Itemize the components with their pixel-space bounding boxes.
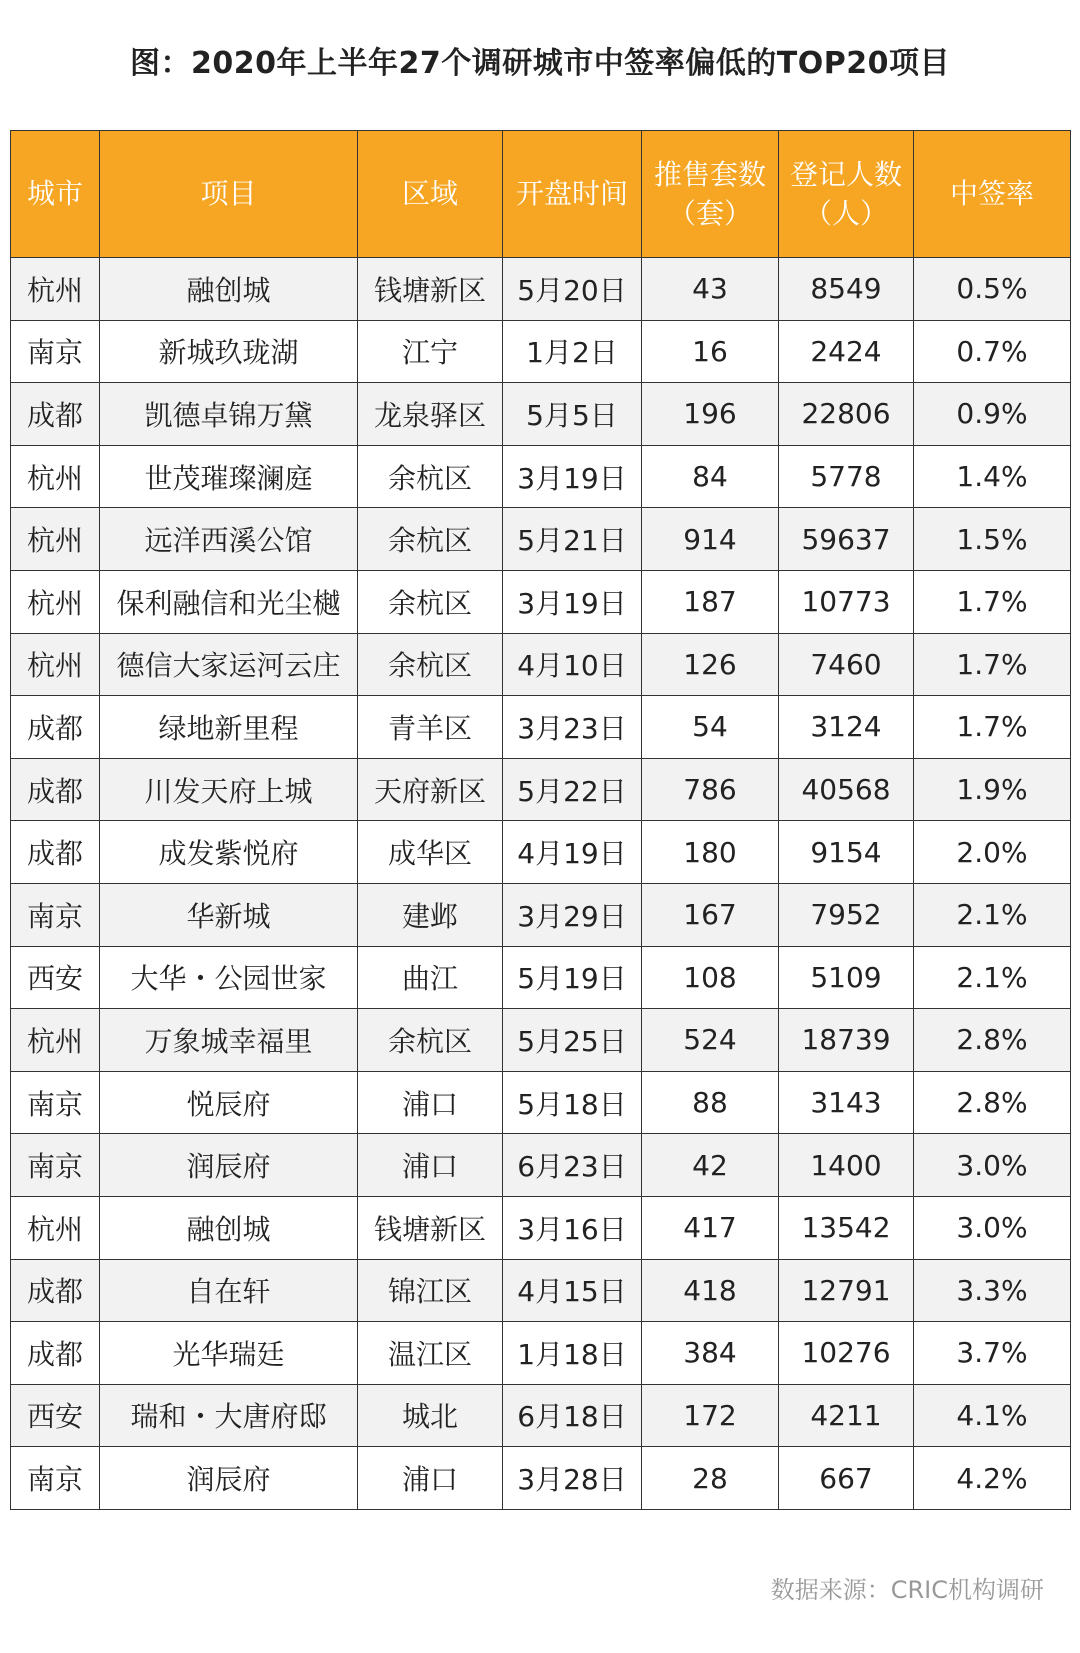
cell-district: 龙泉驿区 — [358, 383, 503, 446]
cell-win-rate: 1.7% — [914, 633, 1071, 696]
cell-project: 凯德卓锦万黛 — [100, 383, 358, 446]
cell-registrants: 13542 — [779, 1196, 914, 1259]
cell-project: 世茂璀璨澜庭 — [100, 445, 358, 508]
cell-registrants: 5109 — [779, 946, 914, 1009]
cell-registrants: 4211 — [779, 1384, 914, 1447]
cell-district: 浦口 — [358, 1447, 503, 1510]
table-row — [11, 1447, 1071, 1510]
cell-units-offered: 42 — [642, 1134, 779, 1197]
cell-project: 成发紫悦府 — [100, 821, 358, 884]
cell-win-rate: 3.7% — [914, 1322, 1071, 1385]
cell-city: 南京 — [11, 320, 100, 383]
cell-opening-date: 3月29日 — [503, 883, 642, 946]
cell-registrants: 2424 — [779, 320, 914, 383]
table-row — [11, 633, 1071, 696]
cell-win-rate: 0.9% — [914, 383, 1071, 446]
cell-project: 万象城幸福里 — [100, 1009, 358, 1072]
cell-units-offered: 384 — [642, 1322, 779, 1385]
table-row — [11, 1134, 1071, 1197]
table-row — [11, 570, 1071, 633]
table-row — [11, 445, 1071, 508]
cell-city: 成都 — [11, 1259, 100, 1322]
header-units-offered: 推售套数 （套） — [642, 131, 779, 258]
cell-registrants: 8549 — [779, 258, 914, 321]
cell-win-rate: 1.5% — [914, 508, 1071, 571]
cell-district: 余杭区 — [358, 445, 503, 508]
cell-city: 南京 — [11, 883, 100, 946]
cell-district: 成华区 — [358, 821, 503, 884]
cell-project: 自在轩 — [100, 1259, 358, 1322]
table-row — [11, 508, 1071, 571]
header-registrants: 登记人数 （人） — [779, 131, 914, 258]
cell-registrants: 22806 — [779, 383, 914, 446]
cell-district: 余杭区 — [358, 1009, 503, 1072]
cell-project: 华新城 — [100, 883, 358, 946]
cell-registrants: 667 — [779, 1447, 914, 1510]
cell-project: 瑞和・大唐府邸 — [100, 1384, 358, 1447]
cell-units-offered: 88 — [642, 1071, 779, 1134]
cell-units-offered: 524 — [642, 1009, 779, 1072]
cell-project: 川发天府上城 — [100, 758, 358, 821]
header-project: 项目 — [100, 131, 358, 258]
cell-city: 杭州 — [11, 1009, 100, 1072]
cell-project: 远洋西溪公馆 — [100, 508, 358, 571]
table-row — [11, 821, 1071, 884]
cell-win-rate: 3.0% — [914, 1196, 1071, 1259]
cell-city: 南京 — [11, 1134, 100, 1197]
table-row — [11, 383, 1071, 446]
cell-win-rate: 1.9% — [914, 758, 1071, 821]
cell-units-offered: 914 — [642, 508, 779, 571]
cell-registrants: 59637 — [779, 508, 914, 571]
cell-registrants: 7460 — [779, 633, 914, 696]
cell-units-offered: 54 — [642, 696, 779, 759]
cell-opening-date: 5月22日 — [503, 758, 642, 821]
table-row — [11, 1071, 1071, 1134]
cell-units-offered: 16 — [642, 320, 779, 383]
table-body — [11, 258, 1071, 1510]
header-district: 区域 — [358, 131, 503, 258]
cell-units-offered: 43 — [642, 258, 779, 321]
cell-win-rate: 1.7% — [914, 696, 1071, 759]
cell-registrants: 3124 — [779, 696, 914, 759]
cell-win-rate: 2.0% — [914, 821, 1071, 884]
cell-opening-date: 3月23日 — [503, 696, 642, 759]
table-row — [11, 258, 1071, 321]
cell-project: 融创城 — [100, 258, 358, 321]
cell-city: 西安 — [11, 946, 100, 1009]
table-row — [11, 946, 1071, 1009]
cell-registrants: 12791 — [779, 1259, 914, 1322]
cell-opening-date: 5月20日 — [503, 258, 642, 321]
cell-opening-date: 1月2日 — [503, 320, 642, 383]
cell-opening-date: 6月18日 — [503, 1384, 642, 1447]
cell-win-rate: 1.7% — [914, 570, 1071, 633]
cell-city: 西安 — [11, 1384, 100, 1447]
cell-units-offered: 84 — [642, 445, 779, 508]
cell-project: 德信大家运河云庄 — [100, 633, 358, 696]
cell-district: 建邺 — [358, 883, 503, 946]
header-win-rate: 中签率 — [914, 131, 1071, 258]
cell-district: 余杭区 — [358, 508, 503, 571]
cell-district: 青羊区 — [358, 696, 503, 759]
cell-units-offered: 108 — [642, 946, 779, 1009]
cell-opening-date: 3月16日 — [503, 1196, 642, 1259]
cell-registrants: 3143 — [779, 1071, 914, 1134]
cell-registrants: 7952 — [779, 883, 914, 946]
cell-opening-date: 4月15日 — [503, 1259, 642, 1322]
cell-opening-date: 5月5日 — [503, 383, 642, 446]
table-row — [11, 1259, 1071, 1322]
cell-district: 曲江 — [358, 946, 503, 1009]
cell-units-offered: 196 — [642, 383, 779, 446]
cell-opening-date: 5月21日 — [503, 508, 642, 571]
cell-project: 悦辰府 — [100, 1071, 358, 1134]
cell-district: 钱塘新区 — [358, 1196, 503, 1259]
cell-registrants: 18739 — [779, 1009, 914, 1072]
cell-win-rate: 3.0% — [914, 1134, 1071, 1197]
cell-project: 光华瑞廷 — [100, 1322, 358, 1385]
cell-project: 保利融信和光尘樾 — [100, 570, 358, 633]
cell-district: 温江区 — [358, 1322, 503, 1385]
table-row — [11, 1384, 1071, 1447]
cell-opening-date: 5月19日 — [503, 946, 642, 1009]
cell-units-offered: 28 — [642, 1447, 779, 1510]
cell-units-offered: 180 — [642, 821, 779, 884]
cell-city: 南京 — [11, 1447, 100, 1510]
cell-win-rate: 2.8% — [914, 1071, 1071, 1134]
cell-city: 成都 — [11, 758, 100, 821]
cell-district: 锦江区 — [358, 1259, 503, 1322]
cell-city: 成都 — [11, 1322, 100, 1385]
cell-opening-date: 5月18日 — [503, 1071, 642, 1134]
cell-project: 融创城 — [100, 1196, 358, 1259]
cell-project: 大华・公园世家 — [100, 946, 358, 1009]
cell-city: 成都 — [11, 821, 100, 884]
table-row — [11, 883, 1071, 946]
cell-units-offered: 786 — [642, 758, 779, 821]
cell-opening-date: 1月18日 — [503, 1322, 642, 1385]
cell-win-rate: 1.4% — [914, 445, 1071, 508]
cell-registrants: 5778 — [779, 445, 914, 508]
cell-opening-date: 3月19日 — [503, 570, 642, 633]
cell-project: 润辰府 — [100, 1447, 358, 1510]
cell-registrants: 10276 — [779, 1322, 914, 1385]
cell-city: 南京 — [11, 1071, 100, 1134]
table-row — [11, 1196, 1071, 1259]
cell-city: 杭州 — [11, 633, 100, 696]
cell-district: 江宁 — [358, 320, 503, 383]
header-city: 城市 — [11, 131, 100, 258]
cell-win-rate: 2.1% — [914, 946, 1071, 1009]
cell-win-rate: 0.7% — [914, 320, 1071, 383]
cell-district: 城北 — [358, 1384, 503, 1447]
cell-units-offered: 126 — [642, 633, 779, 696]
cell-win-rate: 2.8% — [914, 1009, 1071, 1072]
cell-win-rate: 4.2% — [914, 1447, 1071, 1510]
cell-project: 新城玖珑湖 — [100, 320, 358, 383]
cell-opening-date: 3月19日 — [503, 445, 642, 508]
cell-project: 润辰府 — [100, 1134, 358, 1197]
data-source-note: 数据来源：CRIC机构调研 — [770, 1576, 1044, 1604]
cell-units-offered: 167 — [642, 883, 779, 946]
cell-district: 天府新区 — [358, 758, 503, 821]
cell-city: 杭州 — [11, 445, 100, 508]
cell-city: 杭州 — [11, 258, 100, 321]
cell-district: 浦口 — [358, 1134, 503, 1197]
cell-city: 成都 — [11, 696, 100, 759]
page-title: 图：2020年上半年27个调研城市中签率偏低的TOP20项目 — [130, 46, 950, 81]
cell-units-offered: 417 — [642, 1196, 779, 1259]
cell-city: 杭州 — [11, 1196, 100, 1259]
cell-city: 杭州 — [11, 508, 100, 571]
cell-win-rate: 3.3% — [914, 1259, 1071, 1322]
table-row — [11, 696, 1071, 759]
cell-registrants: 40568 — [779, 758, 914, 821]
cell-opening-date: 4月19日 — [503, 821, 642, 884]
table-row — [11, 758, 1071, 821]
cell-units-offered: 418 — [642, 1259, 779, 1322]
cell-opening-date: 3月28日 — [503, 1447, 642, 1510]
cell-city: 杭州 — [11, 570, 100, 633]
table-header-row — [11, 131, 1071, 258]
table-row — [11, 1009, 1071, 1072]
cell-opening-date: 6月23日 — [503, 1134, 642, 1197]
header-opening-date: 开盘时间 — [503, 131, 642, 258]
cell-registrants: 9154 — [779, 821, 914, 884]
table-row — [11, 1322, 1071, 1385]
cell-win-rate: 4.1% — [914, 1384, 1071, 1447]
cell-units-offered: 172 — [642, 1384, 779, 1447]
cell-units-offered: 187 — [642, 570, 779, 633]
cell-district: 钱塘新区 — [358, 258, 503, 321]
table-row — [11, 320, 1071, 383]
ranking-table — [10, 130, 1071, 1510]
cell-win-rate: 2.1% — [914, 883, 1071, 946]
cell-opening-date: 4月10日 — [503, 633, 642, 696]
cell-project: 绿地新里程 — [100, 696, 358, 759]
cell-district: 余杭区 — [358, 570, 503, 633]
cell-win-rate: 0.5% — [914, 258, 1071, 321]
cell-opening-date: 5月25日 — [503, 1009, 642, 1072]
cell-registrants: 10773 — [779, 570, 914, 633]
cell-registrants: 1400 — [779, 1134, 914, 1197]
cell-district: 余杭区 — [358, 633, 503, 696]
cell-district: 浦口 — [358, 1071, 503, 1134]
cell-city: 成都 — [11, 383, 100, 446]
